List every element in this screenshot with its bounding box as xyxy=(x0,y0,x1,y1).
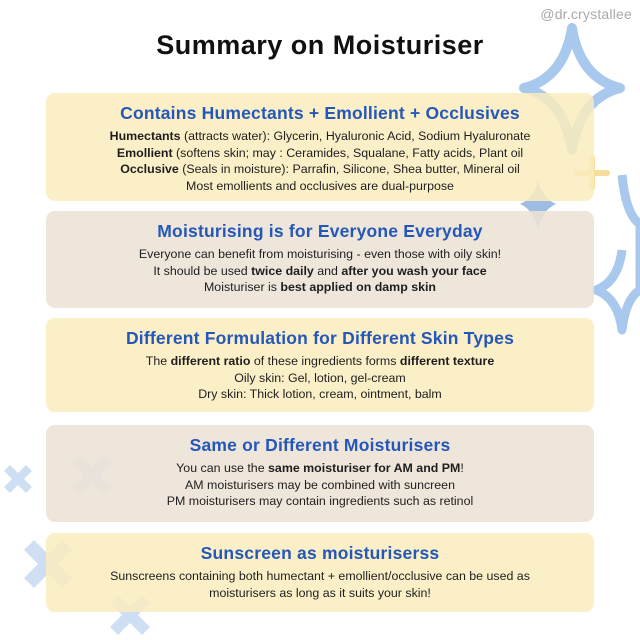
card-line: You can use the same moisturiser for AM and PM! xyxy=(176,461,464,475)
card-line: Everyone can benefit from moisturising - even those with oily skin! xyxy=(138,247,502,261)
card-line: Most emollients and occlusives are dual-purpose xyxy=(186,178,454,193)
card-am-pm xyxy=(46,425,594,522)
card-line: Moisturiser is best applied on damp skin xyxy=(203,280,437,294)
card-line: It should be used twice daily and after you wash your face xyxy=(153,263,487,278)
card-line: PM moisturisers may contain ingredients such as retinol xyxy=(166,494,474,508)
card-line: moisturisers as long as it suits your skin! xyxy=(209,585,431,600)
card-everyone xyxy=(46,211,594,308)
page-title: Summary on Moisturiser xyxy=(156,30,484,60)
card-heading: Contains Humectants + Emollient + Occlusives xyxy=(120,103,520,123)
card-sunscreen xyxy=(46,533,594,612)
card-heading: Moisturising is for Everyone Everyday xyxy=(157,221,483,241)
card-ingredients xyxy=(46,93,594,201)
card-line: Dry skin: Thick lotion, cream, ointment, balm xyxy=(198,387,442,401)
card-line: Oily skin: Gel, lotion, gel-cream xyxy=(234,370,406,385)
sparkle-star-icon xyxy=(596,175,640,330)
card-line: Emollient (softens skin; may : Ceramides, Squalane, Fatty acids, Plant oil xyxy=(116,145,524,160)
card-line: Occlusive (Seals in moisture): Parrafin, Silicone, Shea butter, Mineral oil xyxy=(120,162,520,176)
card-heading: Same or Different Moisturisers xyxy=(189,435,451,455)
card-line: Humectants (attracts water): Glycerin, Hyaluronic Acid, Sodium Hyaluronate xyxy=(109,129,531,143)
author-handle: @dr.crystallee xyxy=(540,6,632,22)
card-heading: Different Formulation for Different Skin Types xyxy=(125,328,515,348)
card-line: The different ratio of these ingredients forms different texture xyxy=(145,354,495,368)
card-heading: Sunscreen as moisturiserss xyxy=(200,543,440,563)
card-line: Sunscreens containing both humectant + emollient/occlusive can be used as xyxy=(110,569,530,583)
card-line: AM moisturisers may be combined with suncreen xyxy=(185,477,455,492)
card-formulation xyxy=(46,318,594,412)
